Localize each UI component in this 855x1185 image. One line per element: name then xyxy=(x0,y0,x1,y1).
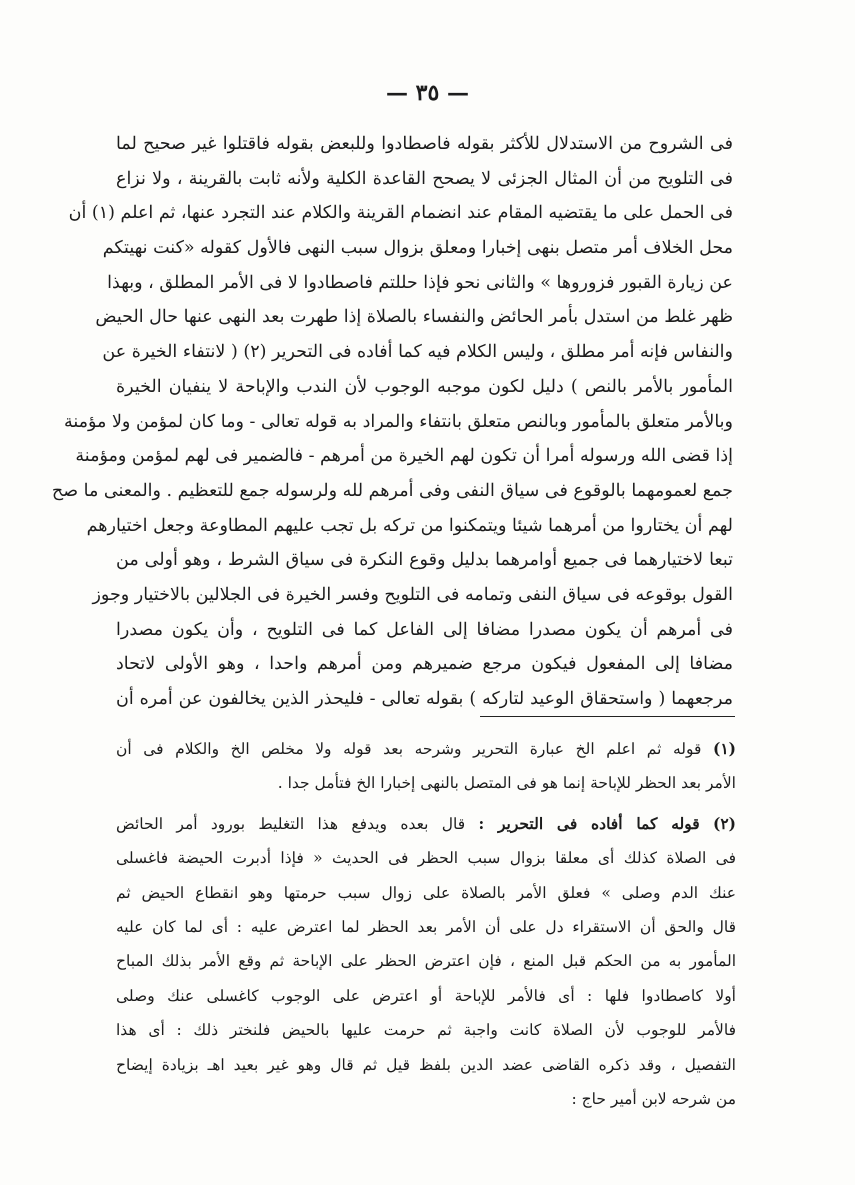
page-number: — ٣٥ — xyxy=(386,80,469,106)
footnote-line: قال والحق أن الاستقراء دل على أن الأمر بعد الحظر لما اعترض عليه : أى لما كان عليه xyxy=(116,917,736,936)
footnote-heading: قوله كما أفاده فى التحرير : xyxy=(478,813,700,833)
text-line: فى الشروح من الاستدلال للأكثر بقوله فاصطادوا وللبعض بقوله فاقتلوا غير صحيح لما xyxy=(116,134,733,154)
footnote-1 xyxy=(116,732,736,801)
footnote-line: التفصيل ، وقد ذكره القاضى عضد الدين بلفظ قيل ثم قال وهو غير بعيد اهـ بزيادة إيضاح xyxy=(116,1055,736,1074)
main-text-body xyxy=(51,127,733,717)
text-line: عن زيارة القبور فزوروها » والثانى نحو فإذا حللتم فاصطادوا لا فى الأمر المطلق ، وبهذا xyxy=(107,272,733,293)
text-line: والنفاس فإنه أمر مطلق ، وليس الكلام فيه كما أفاده فى التحرير (٢) ( لانتفاء الخيرة عن xyxy=(102,342,733,363)
footnote-line: فالأمر للوجوب لأن الصلاة كانت واجبة ثم حرمت عليها بالحيض فلنختر ذلك : أى هذا xyxy=(116,1021,736,1040)
text-line: القول بوقوعه فى سياق النفى وتمامه فى التلويح وفسر الخيرة فى الجلالين بالاختيار وجوز xyxy=(92,584,733,605)
footnote-text: قال بعده ويدفع هذا التغليط بورود أمر الحائض xyxy=(116,814,466,833)
footnote-line: عنك الدم وصلى » فعلق الأمر بالصلاة على زوال سبب حرمتها وهو انقطاع الحيض ثم xyxy=(116,883,736,902)
text-line: فى التلويح من أن المثال الجزئى لا يصحح القاعدة الكلية ولأنه ثابت بالقرينة ، ولا نزاع xyxy=(116,168,733,189)
text-line: تبعا لاختيارهما فى جميع أوامرهما بدليل وقوع النكرة فى سياق الشرط ، وهو أولى من xyxy=(116,550,733,571)
text-line: المأمور بالأمر بالنص ) دليل لكون موجبه الوجوب لأن الندب والإباحة لا ينفيان الخيرة xyxy=(116,376,733,397)
footnote-line xyxy=(116,807,736,841)
footnote-line: المأمور به من الحكم قبل المنع ، فإن اعترض الحظر على الإباحة ثم وقع الأمر بذلك المباح xyxy=(116,952,736,971)
text-line: لهم أن يختاروا من أمرهما شيئا ويتمكنوا من تركه بل تجب عليهم المطاوعة وجعل اختيارهم xyxy=(86,515,733,536)
text-line: وبالأمر متعلق بالمأمور وبالنص متعلق بانتفاء والمراد به قوله تعالى - وما كان لمؤمن ولا مؤمنة xyxy=(63,411,733,432)
text-line: ظهر غلط من استدل بأمر الحائض والنفساء بالصلاة إذا طهرت بعد النهى عنها حال الحيض xyxy=(95,307,733,328)
footnote-line: فى الصلاة كذلك أى معلقا بزوال سبب الحظر فى الحديث « فإذا أدبرت الحيضة فاغسلى xyxy=(116,849,736,868)
text-line: فى أمرهم أن يكون مصدرا مضافا إلى الفاعل كما فى التلويح ، وأن يكون مصدرا xyxy=(116,619,733,640)
footnote-marker: (٢) xyxy=(713,813,737,833)
footnote-line: أولا كاصطادوا فلها : أى فالأمر للإباحة أو اعترض على الوجوب كاغسلى عنك وصلى xyxy=(116,986,736,1005)
footnote-text: قوله ثم اعلم الخ عبارة التحرير وشرحه بعد قوله ولا مخلص الخ والكلام فى أن xyxy=(116,740,702,758)
text-line: مرجعهما ( واستحقاق الوعيد لتاركه ) بقوله تعالى - فليحذر الذين يخالفون عن أمره أن xyxy=(116,689,733,709)
footnote-line: من شرحه لابن أمير حاج : xyxy=(571,1089,736,1108)
footnotes-section xyxy=(116,732,736,1122)
footnote-marker: (١) xyxy=(713,739,737,758)
footnote-line xyxy=(116,732,736,766)
text-line: جمع لعمومهما بالوقوع فى سياق النفى وفى أمرهم لله ولرسوله جمع للتعظيم . والمعنى ما صح xyxy=(51,480,733,501)
footnote-2 xyxy=(116,807,736,1117)
text-line: فى الحمل على ما يقتضيه المقام عند انضمام القرينة والكلام عند التجرد عنها، ثم اعلم (١) أن xyxy=(68,203,733,224)
text-line: إذا قضى الله ورسوله أمرا أن تكون لهم الخيرة من أمرهم - فالضمير فى لهم لمؤمن ومؤمنة xyxy=(75,446,733,467)
text-line: محل الخلاف أمر متصل بنهى إخبارا ومعلق بزوال سبب النهى فالأول كقوله «كنت نهيتكم xyxy=(102,238,733,259)
footnote-divider xyxy=(480,716,735,717)
footnote-line: الأمر بعد الحظر للإباحة إنما هو فى المتصل بالنهى إخبارا الخ فتأمل جدا . xyxy=(277,774,736,793)
text-line: مضافا إلى المفعول فيكون مرجع ضميرهم ومن أمرهم واحدا ، وهو الأولى لاتحاد xyxy=(116,654,733,675)
